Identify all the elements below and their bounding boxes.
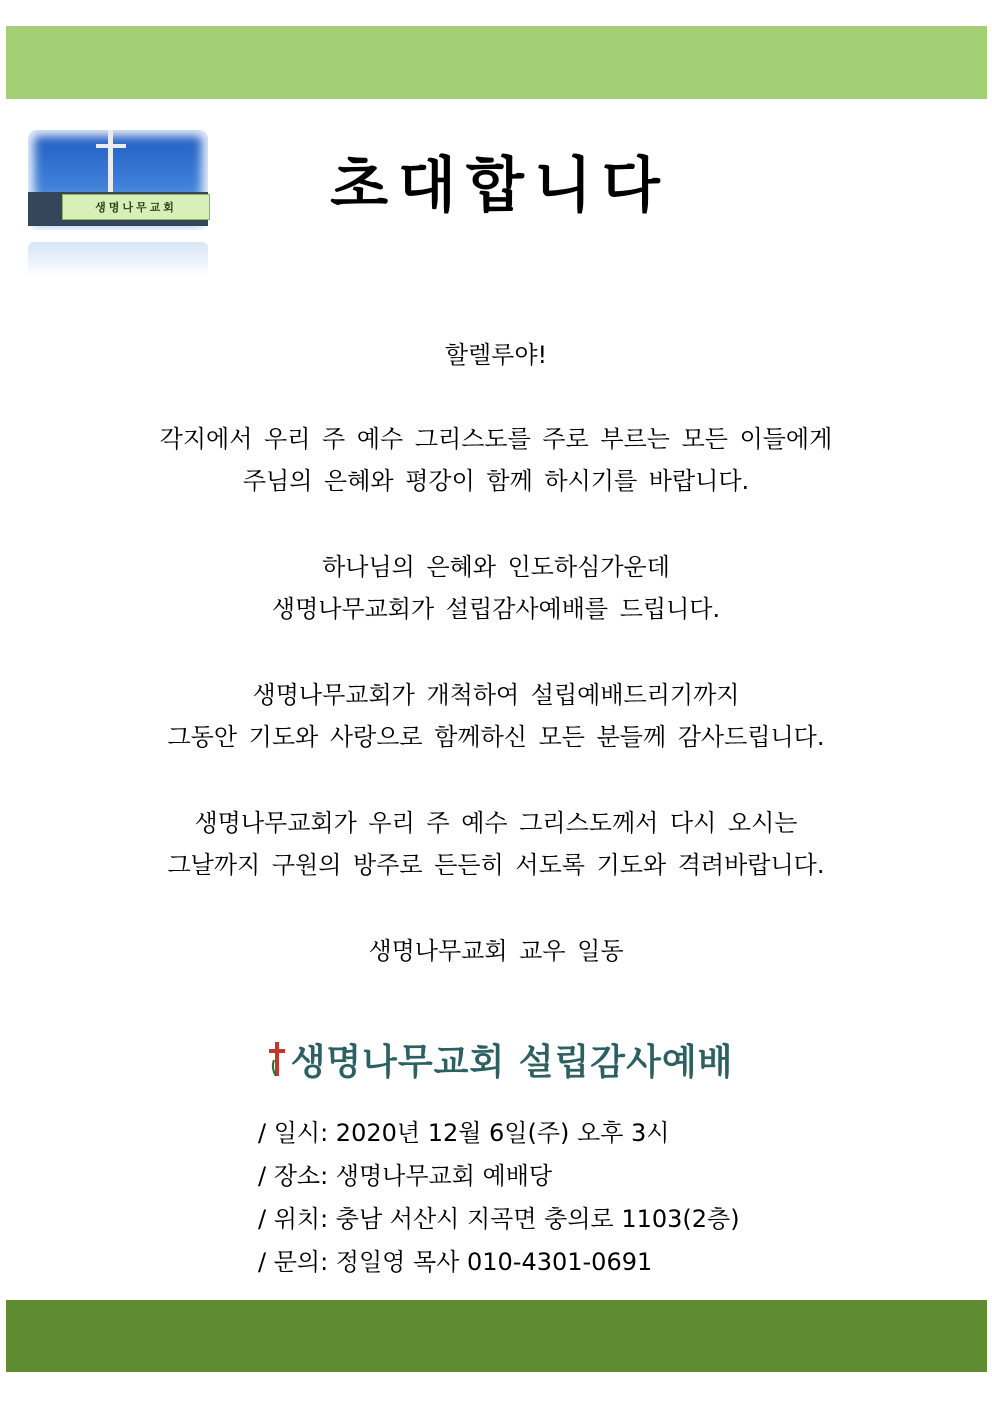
event-location: / 위치: 충남 서산시 지곡면 충의로 1103(2층) — [258, 1205, 740, 1233]
photo-church-sign: 생명나무교회 — [62, 194, 210, 220]
top-banner-band — [6, 26, 987, 99]
paragraph-line: 각지에서 우리 주 예수 그리스도를 주로 부르는 모든 이들에게 — [159, 425, 833, 453]
event-title-text: 생명나무교회 설립감사예배 — [290, 1041, 734, 1083]
event-venue: / 장소: 생명나무교회 예배당 — [258, 1162, 553, 1190]
event-details — [258, 1112, 740, 1284]
paragraph-line: 하나님의 은혜와 인도하심가운데 — [322, 553, 670, 581]
greeting-paragraph — [80, 334, 912, 376]
photo-cross-bar — [96, 144, 126, 148]
blessing-paragraph — [80, 418, 912, 502]
paragraph-line: 할렐루야! — [444, 341, 548, 369]
church-photo — [28, 130, 208, 280]
page-title: 초대합니다 — [330, 151, 670, 221]
paragraph-line: 생명나무교회 교우 일동 — [368, 937, 624, 965]
event-title — [230, 1034, 770, 1084]
paragraph-line: 생명나무교회가 우리 주 예수 그리스도께서 다시 오시는 — [194, 809, 798, 837]
announcement-paragraph — [80, 546, 912, 630]
paragraph-line: 생명나무교회가 개척하여 설립예배드리기까지 — [252, 681, 740, 709]
paragraph-line: 생명나무교회가 설립감사예배를 드립니다. — [271, 595, 721, 623]
event-contact: / 문의: 정일영 목사 010-4301-0691 — [258, 1248, 653, 1276]
event-datetime: / 일시: 2020년 12월 6일(주) 오후 3시 — [258, 1119, 670, 1147]
thanks-paragraph — [80, 674, 912, 758]
photo-reflection — [28, 242, 208, 278]
paragraph-line: 그동안 기도와 사랑으로 함께하신 모든 분들께 감사드립니다. — [167, 723, 825, 751]
photo-cross-icon — [108, 130, 113, 200]
paragraph-line: 주님의 은혜와 평강이 함께 하시기를 바랍니다. — [242, 467, 750, 495]
bottom-banner-band — [6, 1300, 987, 1372]
paragraph-line: 그날까지 구원의 방주로 든든히 서도록 기도와 격려바랍니다. — [167, 851, 825, 879]
signature-paragraph — [80, 930, 912, 972]
prayer-request-paragraph — [80, 802, 912, 886]
cross-icon — [267, 1040, 287, 1078]
